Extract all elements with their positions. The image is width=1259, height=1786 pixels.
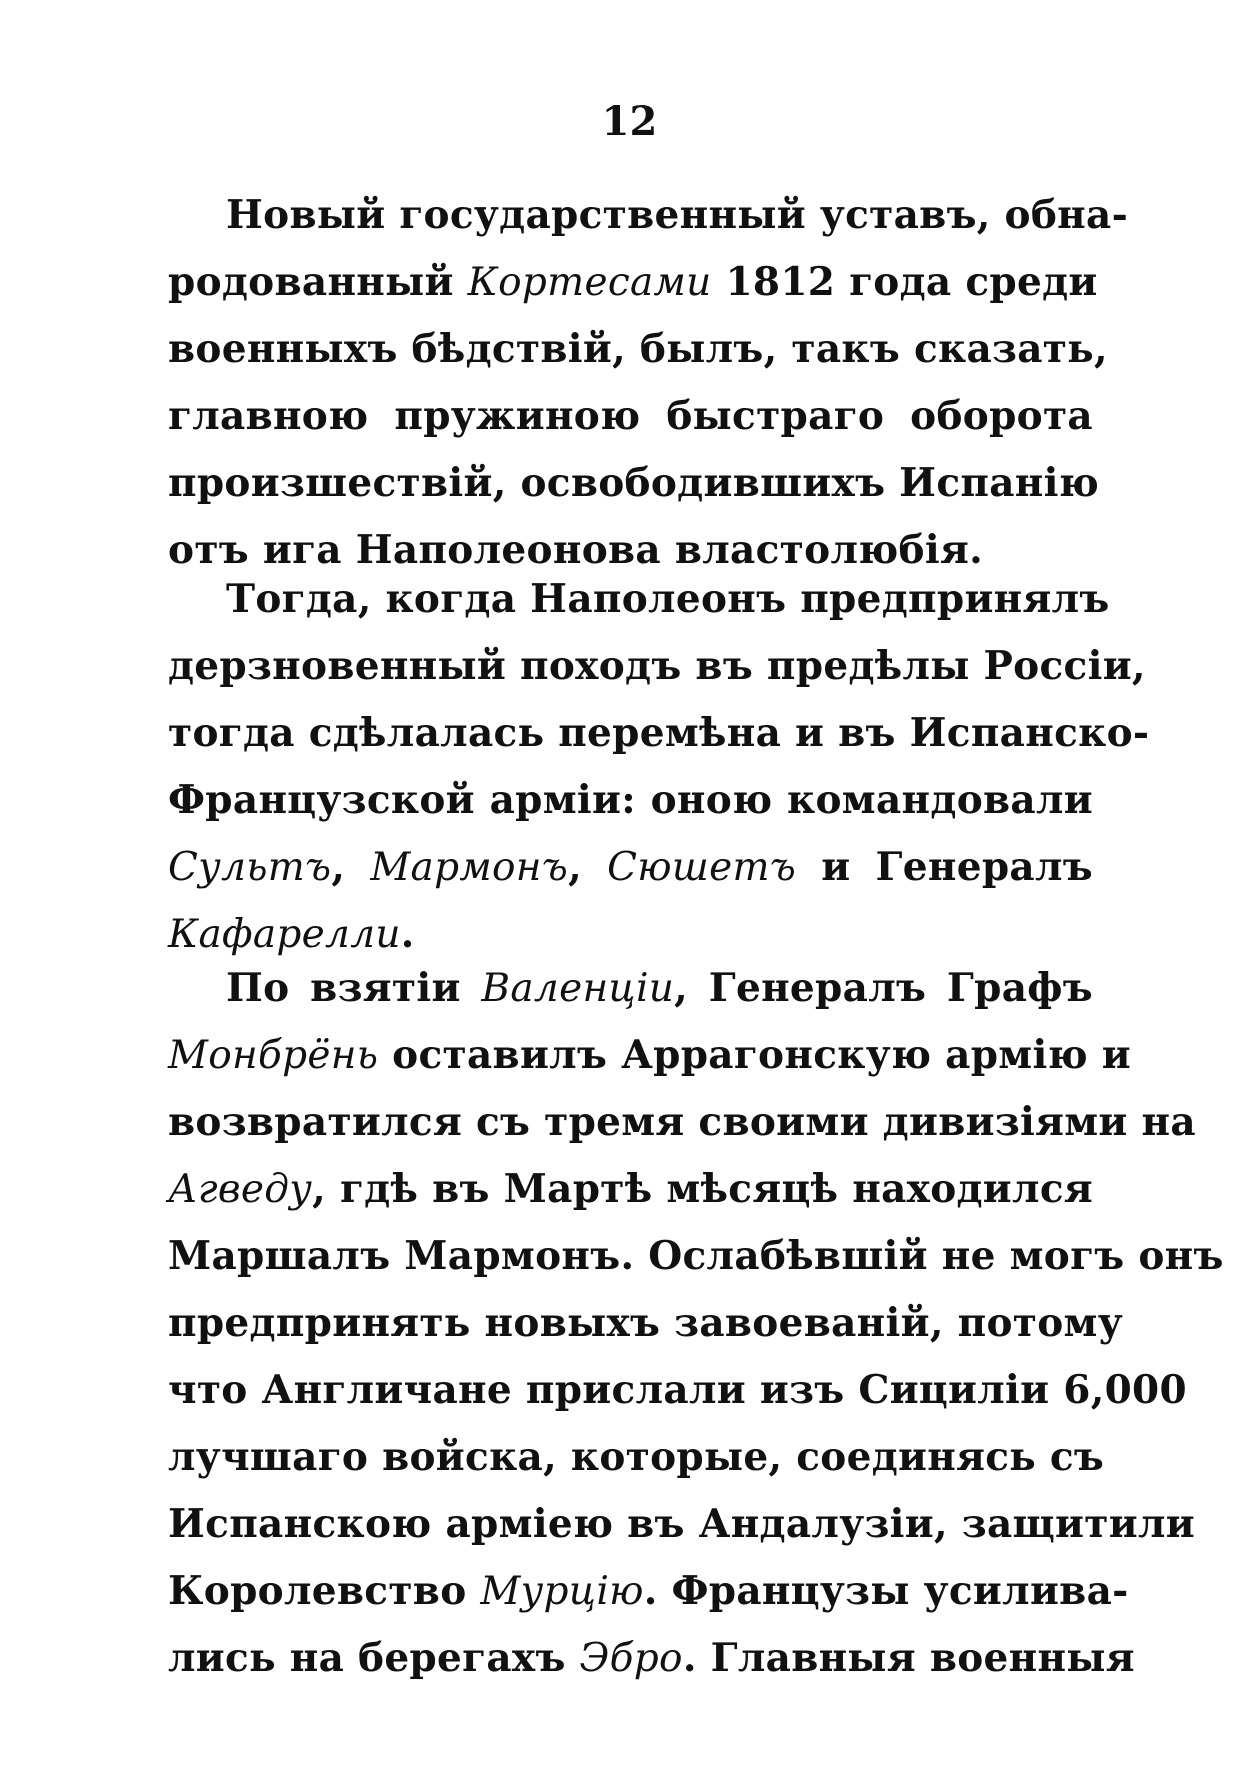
paragraph-3 — [168, 955, 1224, 1692]
text-segment: возвратился съ тремя своими дивизіями на — [168, 1099, 1196, 1145]
text-segment: , — [331, 844, 371, 890]
text-line — [168, 1357, 1187, 1424]
italic-text: Мармонъ — [370, 845, 569, 890]
text-segment: . Французы усилива- — [643, 1568, 1129, 1614]
text-line — [168, 633, 1146, 700]
text-line — [168, 1156, 1093, 1223]
italic-text: Сюшетъ — [607, 845, 797, 890]
text-segment: 1812 года среди — [711, 259, 1098, 305]
italic-text: Агведу — [168, 1167, 313, 1212]
text-line — [168, 450, 1100, 517]
text-line — [168, 316, 1108, 383]
italic-text: Сультъ — [168, 845, 332, 890]
text-line — [168, 834, 1093, 901]
text-segment: родованный — [168, 259, 468, 305]
text-segment: произшествій, освободившихъ Испанію — [168, 460, 1100, 506]
text-line — [168, 1625, 1135, 1692]
text-line — [168, 249, 1098, 316]
text-segment: военныхъ бѣдствій, былъ, такъ сказать, — [168, 326, 1108, 372]
text-segment: Французской арміи: оною командовали — [168, 777, 1093, 823]
text-segment: , Генералъ Графъ — [674, 965, 1093, 1011]
text-line — [168, 182, 1129, 249]
text-segment: отъ ига Наполеонова властолюбія. — [168, 527, 983, 573]
italic-text: Кортесами — [467, 260, 712, 305]
text-segment: Новый государственный уставъ, обна- — [226, 192, 1129, 238]
text-line — [168, 1022, 1131, 1089]
paragraph-2 — [168, 566, 1150, 968]
page-number: 12 — [601, 98, 658, 145]
text-line — [168, 700, 1150, 767]
text-segment: Маршалъ Мармонъ. Ослабѣвшій не могъ онъ — [168, 1233, 1224, 1279]
text-segment: По взятіи — [226, 965, 482, 1011]
text-line — [168, 1424, 1105, 1491]
text-segment: , — [568, 844, 608, 890]
paragraph-1 — [168, 182, 1129, 584]
text-line — [168, 1223, 1224, 1290]
italic-text: Мурцію — [480, 1569, 644, 1614]
text-segment: что Англичане прислали изъ Сициліи 6,000 — [168, 1367, 1187, 1413]
text-segment: оставилъ Аррагонскую армію и — [378, 1032, 1131, 1078]
text-segment: главною пружиною быстраго оборота — [168, 393, 1093, 439]
text-line — [168, 767, 1093, 834]
italic-text: Кафарелли — [168, 912, 401, 957]
text-line — [168, 1290, 1124, 1357]
text-segment: Королевство — [168, 1568, 481, 1614]
text-segment: предпринять новыхъ завоеваній, потому — [168, 1300, 1124, 1346]
text-segment: и Генералъ — [796, 844, 1094, 890]
text-line — [168, 1558, 1129, 1625]
text-segment: лучшаго войска, которые, соединясь съ — [168, 1434, 1105, 1480]
text-segment: Испанскою арміею въ Андалузіи, защитили — [168, 1501, 1195, 1547]
text-segment: тогда сдѣлалась перемѣна и въ Испанско- — [168, 710, 1150, 756]
text-line — [168, 566, 1110, 633]
text-line — [168, 1491, 1195, 1558]
text-segment: дерзновенный походъ въ предѣлы Россіи, — [168, 643, 1146, 689]
text-segment: . — [400, 911, 415, 957]
italic-text: Валенціи — [481, 966, 675, 1011]
text-segment: , гдѣ въ Мартѣ мѣсяцѣ находился — [312, 1166, 1093, 1212]
text-segment: . Главныя военныя — [682, 1635, 1135, 1681]
italic-text: Эбро — [579, 1636, 683, 1681]
text-segment: Тогда, когда Наполеонъ предпринялъ — [226, 576, 1110, 622]
text-segment: лись на берегахъ — [168, 1635, 580, 1681]
text-line — [168, 955, 1093, 1022]
text-line — [168, 383, 1093, 450]
text-line — [168, 1089, 1196, 1156]
italic-text: Монбрёнь — [168, 1033, 379, 1078]
